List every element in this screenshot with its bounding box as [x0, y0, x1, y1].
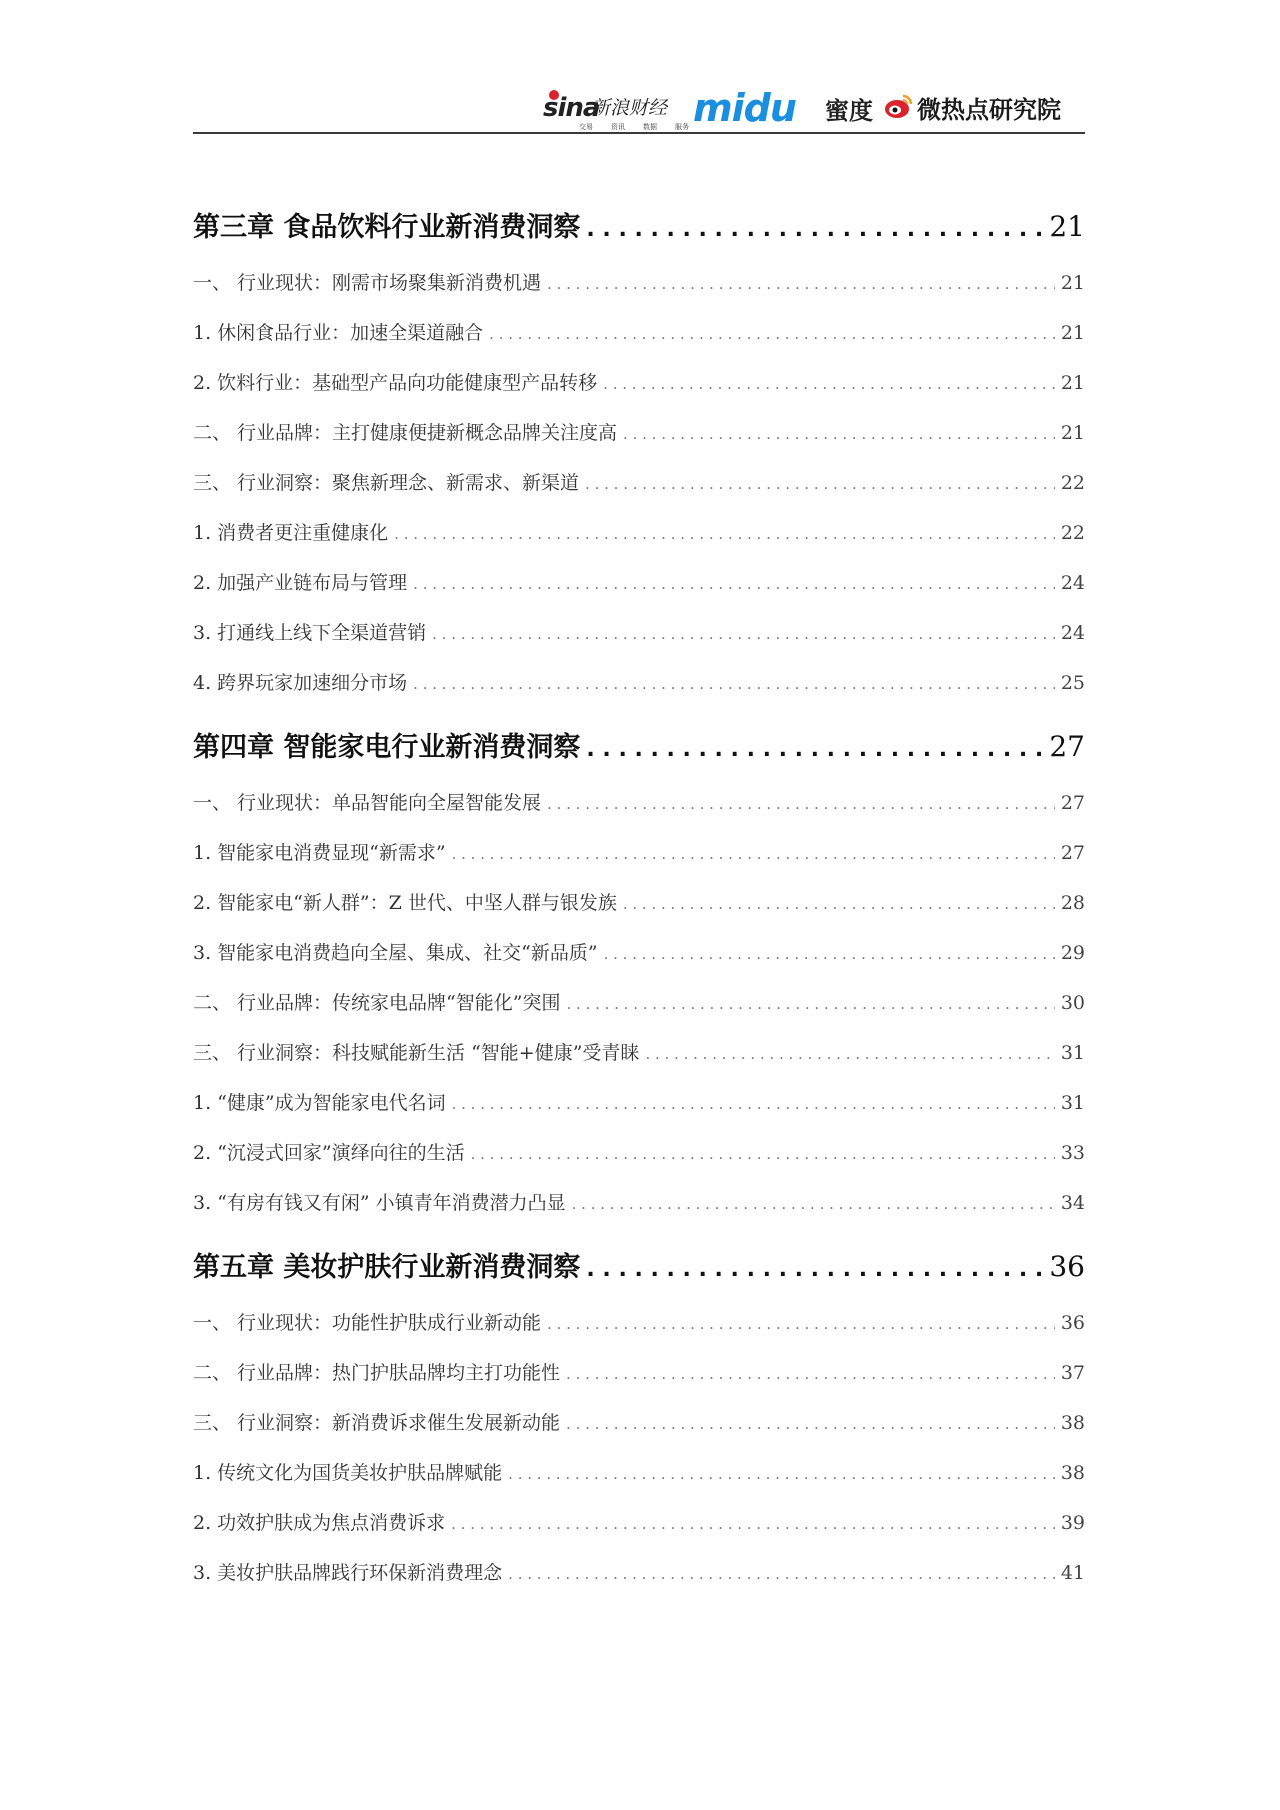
toc-leader-dots	[585, 475, 1055, 493]
toc-leader-dots	[566, 995, 1054, 1013]
toc-entry[interactable]	[193, 1458, 1085, 1488]
toc-entry-title: 2. 饮料行业：基础型产品向功能健康型产品转移	[193, 372, 598, 394]
toc-leader-dots	[508, 1565, 1055, 1583]
toc-entry[interactable]	[193, 1038, 1085, 1068]
toc-entry-title: 4. 跨界玩家加速细分市场	[193, 672, 408, 694]
toc-page-number: 28	[1060, 892, 1085, 914]
toc-page-number: 25	[1060, 672, 1085, 694]
toc-page-number: 24	[1060, 622, 1085, 644]
toc-leader-dots	[547, 1315, 1055, 1333]
toc-entry-title: 3. 智能家电消费趋向全屋、集成、社交“新品质”	[193, 942, 598, 964]
toc-leader-dots	[623, 425, 1055, 443]
toc-page-number: 21	[1060, 422, 1085, 444]
toc-page-number: 39	[1060, 1512, 1085, 1534]
toc-leader-dots	[452, 1095, 1055, 1113]
toc-page-number: 21	[1060, 322, 1085, 344]
toc-page-number: 22	[1060, 472, 1085, 494]
toc-page-number: 21	[1060, 372, 1085, 394]
sina-tagline-item: 交易	[579, 123, 593, 131]
toc-entry[interactable]	[193, 888, 1085, 918]
toc-entry[interactable]	[193, 1188, 1085, 1218]
toc-entry[interactable]	[193, 468, 1085, 498]
toc-entry-title: 3. 打通线上线下全渠道营销	[193, 622, 427, 644]
toc-entry[interactable]	[193, 938, 1085, 968]
toc-leader-dots	[489, 325, 1055, 343]
toc-entry[interactable]	[193, 568, 1085, 598]
toc-entry[interactable]	[193, 1358, 1085, 1388]
toc-leader-dots	[394, 525, 1055, 543]
toc-page-number: 34	[1060, 1192, 1085, 1214]
toc-entry[interactable]	[193, 1508, 1085, 1538]
toc-entry-title: 二、 行业品牌：热门护肤品牌均主打功能性	[193, 1362, 561, 1384]
toc-chapter-title: 第四章 智能家电行业新消费洞察	[193, 732, 581, 763]
toc-entry-title: 一、 行业现状：功能性护肤成行业新动能	[193, 1312, 542, 1334]
toc-page-number: 21	[1049, 210, 1085, 243]
toc-leader-dots	[432, 625, 1055, 643]
weibo-eye-icon	[883, 92, 913, 122]
toc-entry-title: 三、 行业洞察：新消费诉求催生发展新动能	[193, 1412, 561, 1434]
toc-page-number: 41	[1060, 1562, 1085, 1584]
toc-entry[interactable]	[193, 838, 1085, 868]
sina-wordmark: sina	[543, 93, 600, 123]
toc-chapter[interactable]	[193, 205, 1085, 245]
toc-page-number: 21	[1060, 272, 1085, 294]
sina-tagline	[579, 122, 689, 132]
toc-leader-dots	[413, 675, 1055, 693]
sina-tagline-item: 资讯	[611, 123, 625, 131]
toc-entry[interactable]	[193, 518, 1085, 548]
toc-page-number: 29	[1060, 942, 1085, 964]
toc-entry-title: 1. 消费者更注重健康化	[193, 522, 389, 544]
toc-entry[interactable]	[193, 1088, 1085, 1118]
toc-entry[interactable]	[193, 788, 1085, 818]
toc-leader-dots	[508, 1465, 1055, 1483]
toc-leader-dots	[566, 1415, 1055, 1433]
toc-leader-dots	[604, 945, 1055, 963]
toc-page-number: 24	[1060, 572, 1085, 594]
toc-entry[interactable]	[193, 1138, 1085, 1168]
toc-entry-title: 1. “健康”成为智能家电代名词	[193, 1092, 446, 1114]
toc-page-number: 27	[1060, 792, 1085, 814]
toc-entry[interactable]	[193, 318, 1085, 348]
toc-leader-dots	[566, 1365, 1055, 1383]
toc-page-number: 38	[1060, 1412, 1085, 1434]
toc-entry-title: 三、 行业洞察：科技赋能新生活 “智能+健康”受青睐	[193, 1042, 640, 1064]
toc-leader-dots	[452, 845, 1055, 863]
toc-entry[interactable]	[193, 418, 1085, 448]
toc-page-number: 27	[1060, 842, 1085, 864]
toc-page-number: 22	[1060, 522, 1085, 544]
toc-entry-title: 二、 行业品牌：主打健康便捷新概念品牌关注度高	[193, 422, 618, 444]
toc-page-number: 37	[1060, 1362, 1085, 1384]
toc-page-number: 33	[1060, 1142, 1085, 1164]
toc-page-number: 30	[1060, 992, 1085, 1014]
toc-entry-title: 3. 美妆护肤品牌践行环保新消费理念	[193, 1562, 503, 1584]
toc-leader-dots	[586, 737, 1043, 762]
toc-page-number: 31	[1060, 1042, 1085, 1064]
toc-leader-dots	[586, 1257, 1043, 1282]
toc-entry-title: 2. “沉浸式回家”演绎向往的生活	[193, 1142, 465, 1164]
midu-chinese-name: 蜜度	[825, 97, 873, 125]
toc-leader-dots	[572, 1195, 1055, 1213]
toc-entry-title: 一、 行业现状：单品智能向全屋智能发展	[193, 792, 542, 814]
toc-entry[interactable]	[193, 1558, 1085, 1588]
toc-entry-title: 3. “有房有钱又有闲” 小镇青年消费潜力凸显	[193, 1192, 566, 1214]
toc-entry-title: 2. 功效护肤成为焦点消费诉求	[193, 1512, 446, 1534]
toc-leader-dots	[451, 1515, 1055, 1533]
midu-wordmark: midu	[693, 86, 796, 130]
toc-chapter[interactable]	[193, 1245, 1085, 1285]
toc-entry[interactable]	[193, 988, 1085, 1018]
toc-entry-title: 2. 智能家电“新人群”：Z 世代、中坚人群与银发族	[193, 892, 617, 914]
weiredian-name: 微热点研究院	[917, 96, 1061, 124]
toc-leader-dots	[603, 375, 1055, 393]
toc-page-number: 27	[1049, 730, 1085, 763]
toc-page-number: 36	[1049, 1250, 1085, 1283]
sina-tagline-item: 数据	[643, 123, 657, 131]
toc-entry-title: 1. 智能家电消费显现“新需求”	[193, 842, 446, 864]
toc-leader-dots	[645, 1045, 1054, 1063]
toc-entry[interactable]	[193, 1308, 1085, 1338]
toc-entry-title: 1. 传统文化为国货美妆护肤品牌赋能	[193, 1462, 503, 1484]
toc-chapter-title: 第五章 美妆护肤行业新消费洞察	[193, 1252, 581, 1283]
toc-leader-dots	[586, 217, 1043, 242]
header-divider	[193, 132, 1085, 134]
page-header	[193, 84, 1085, 134]
toc-chapter[interactable]	[193, 725, 1085, 765]
toc-leader-dots	[471, 1145, 1055, 1163]
toc-entry-title: 2. 加强产业链布局与管理	[193, 572, 408, 594]
sina-finance-name: 新浪财经	[591, 97, 668, 119]
toc-chapter-title: 第三章 食品饮料行业新消费洞察	[193, 212, 581, 243]
toc-entry[interactable]	[193, 668, 1085, 698]
toc-entry-title: 二、 行业品牌：传统家电品牌“智能化”突围	[193, 992, 561, 1014]
toc-leader-dots	[413, 575, 1055, 593]
toc-page-number: 36	[1060, 1312, 1085, 1334]
toc-leader-dots	[547, 275, 1055, 293]
toc-page-number: 38	[1060, 1462, 1085, 1484]
toc-entry-title: 一、 行业现状：刚需市场聚集新消费机遇	[193, 272, 542, 294]
sina-tagline-item: 服务	[675, 123, 689, 131]
toc-leader-dots	[623, 895, 1055, 913]
toc-entry-title: 1. 休闲食品行业：加速全渠道融合	[193, 322, 484, 344]
toc-entry[interactable]	[193, 618, 1085, 648]
toc-entry[interactable]	[193, 1408, 1085, 1438]
toc-entry[interactable]	[193, 368, 1085, 398]
toc-page-number: 31	[1060, 1092, 1085, 1114]
toc-leader-dots	[547, 795, 1055, 813]
toc-entry[interactable]	[193, 268, 1085, 298]
toc-entry-title: 三、 行业洞察：聚焦新理念、新需求、新渠道	[193, 472, 580, 494]
